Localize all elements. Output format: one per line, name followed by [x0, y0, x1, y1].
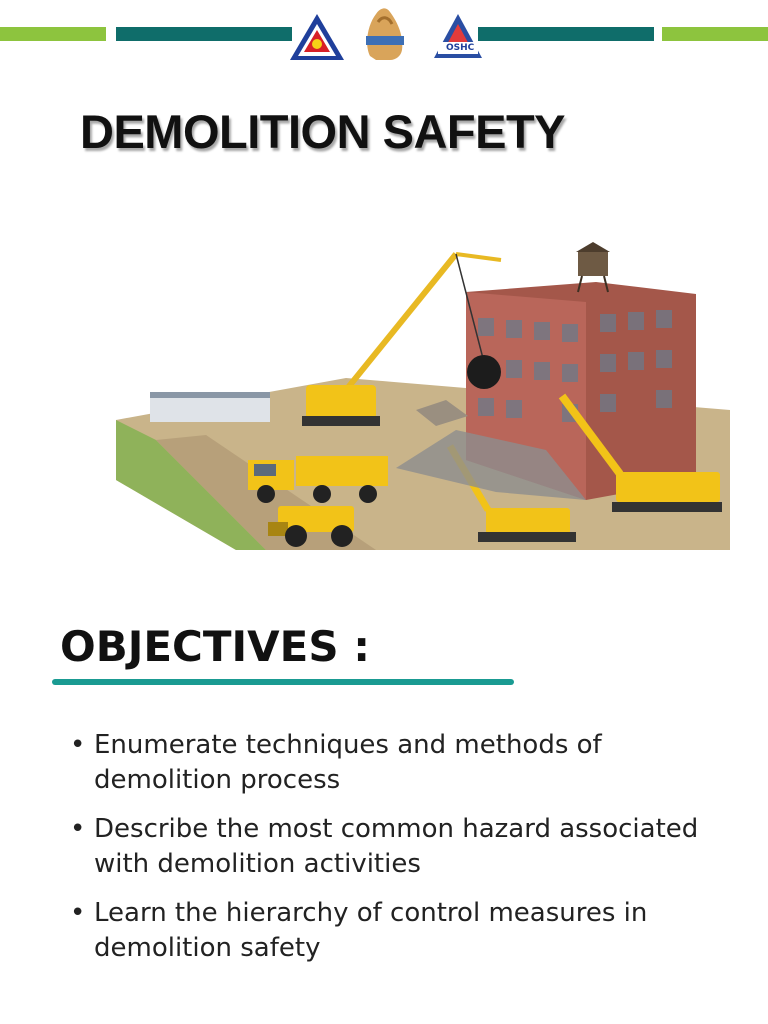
oshc-logo-text: OSHC — [446, 43, 475, 53]
list-item — [70, 896, 710, 966]
slide-title: DEMOLITION SAFETY — [80, 105, 565, 158]
bullet-dot: • — [70, 814, 86, 844]
objective-text: Learn the hierarchy of control measures in demolition safety — [94, 898, 648, 963]
list-item — [70, 728, 710, 798]
objective-text: Describe the most common hazard associated with demolition activities — [94, 814, 699, 879]
demolition-site-illustration — [116, 230, 730, 550]
header-bar-teal-left — [116, 27, 292, 41]
objectives-list — [70, 728, 710, 980]
header-bar-green-right — [662, 27, 768, 41]
objective-text: Enumerate techniques and methods of demolition process — [94, 730, 602, 795]
vision-hands-logo — [360, 4, 410, 62]
list-item — [70, 812, 710, 882]
header-logos — [286, 4, 486, 64]
objectives-heading: OBJECTIVES : — [60, 622, 370, 671]
header-bar-teal-right — [478, 27, 654, 41]
oshc-logo — [432, 12, 484, 62]
objectives-underline — [52, 679, 514, 685]
bullet-dot: • — [70, 898, 86, 928]
dole-triangle-logo — [288, 12, 346, 62]
bullet-dot: • — [70, 730, 86, 760]
header-bar-green-left — [0, 27, 106, 41]
